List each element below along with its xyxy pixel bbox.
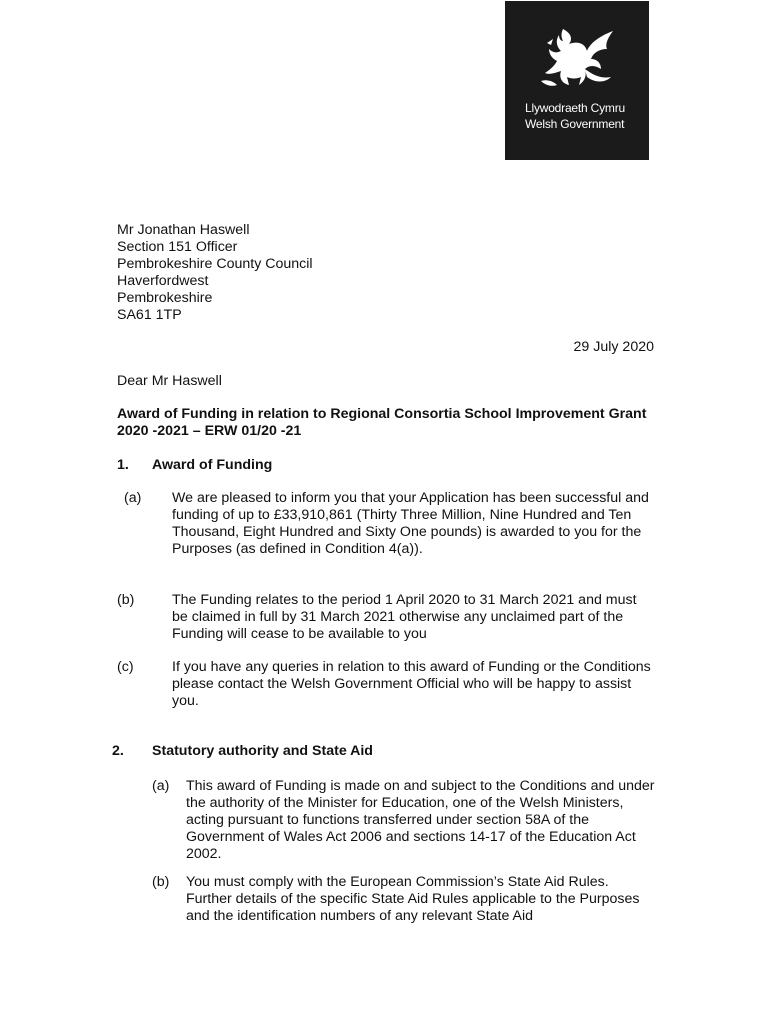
subject-heading: Award of Funding in relation to Regional Consortia School Improvement Grant 2020 -2021 – ERW 01/20 -21 — [117, 406, 647, 439]
welsh-government-logo — [505, 1, 649, 160]
salutation: Dear Mr Haswell — [117, 373, 222, 389]
section-1-number: 1. — [117, 457, 129, 473]
address-line: Mr Jonathan Haswell — [117, 222, 250, 238]
recipient-address — [117, 222, 313, 324]
section-2-paragraph: This award of Funding is made on and subject to the Conditions and under the authority of the Minister for Education, one of the Welsh Ministers, acting pursuant to functions transferred under section 58A of the Government of Wales Act 2006 and sections 14-17 of the Education Act 2002. — [186, 778, 655, 862]
red-dragon-icon — [527, 23, 627, 93]
logo-text-english: Welsh Government — [525, 117, 625, 131]
address-line: Pembrokeshire — [117, 290, 213, 306]
item-label: (b) — [152, 874, 170, 890]
section-2-paragraph: You must comply with the European Commission’s State Aid Rules. Further details of the specific State Aid Rules applicable to the Purposes and the identification numbers of any relevant State Aid — [186, 874, 640, 924]
section-2-number: 2. — [112, 743, 124, 759]
address-line: Haverfordwest — [117, 273, 209, 289]
section-2-title: Statutory authority and State Aid — [152, 743, 373, 759]
section-1-paragraph: If you have any queries in relation to this award of Funding or the Conditions please contact the Welsh Government Official who will be happy to assist you. — [172, 659, 651, 709]
section-1-paragraph: We are pleased to inform you that your Application has been successful and funding of up to £33,910,861 (Thirty Three Million, Nine Hundred and Ten Thousand, Eight Hundred and Sixty One pounds) is awarded to you for the Purposes (as defined in Condition 4(a)). — [172, 490, 649, 557]
item-label: (a) — [124, 490, 142, 506]
address-line: Pembrokeshire County Council — [117, 256, 313, 272]
section-1-title: Award of Funding — [152, 457, 273, 473]
section-1-paragraph: The Funding relates to the period 1 April 2020 to 31 March 2021 and must be claimed in full by 31 March 2021 otherwise any unclaimed part of the Funding will cease to be available to you — [172, 592, 637, 642]
item-label: (c) — [117, 659, 134, 675]
logo-text-welsh: Llywodraeth Cymru — [525, 101, 625, 115]
address-line: Section 151 Officer — [117, 239, 238, 255]
address-line: SA61 1TP — [117, 307, 182, 323]
letter-date: 29 July 2020 — [573, 339, 654, 355]
item-label: (a) — [152, 778, 170, 794]
item-label: (b) — [117, 592, 135, 608]
